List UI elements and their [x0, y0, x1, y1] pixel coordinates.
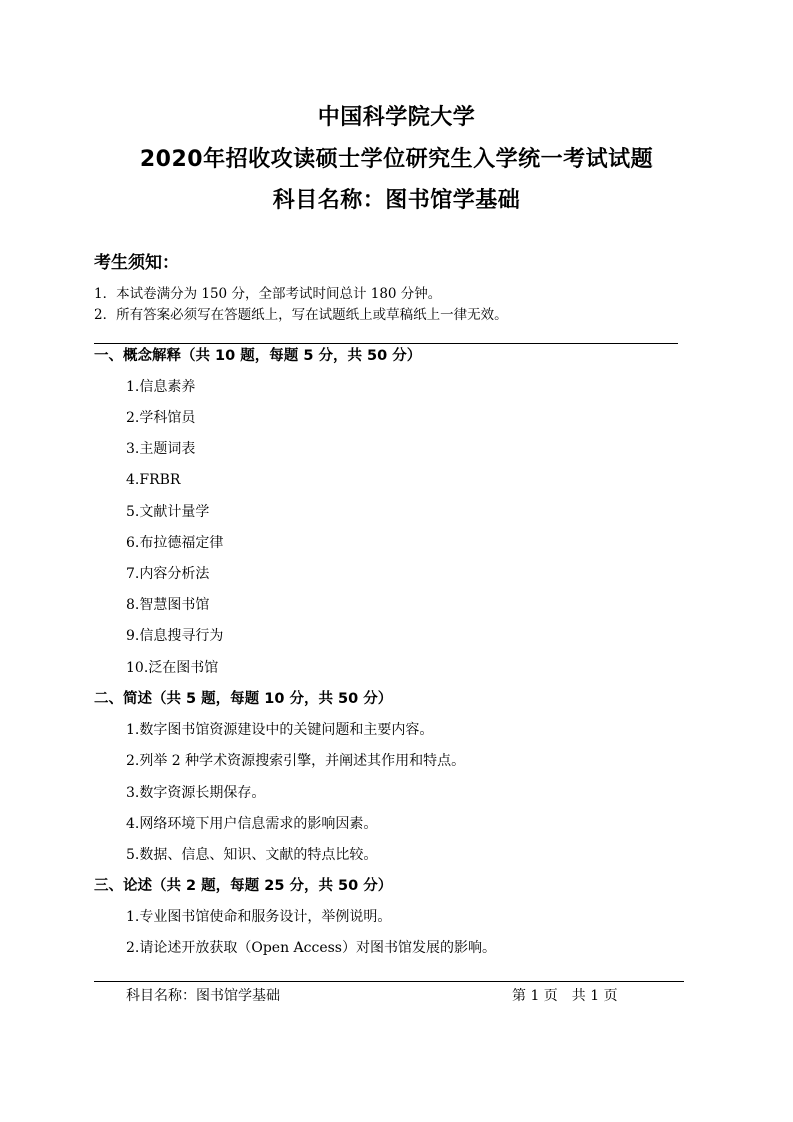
section-heading-essay: 三、论述（共 2 题，每题 25 分，共 50 分）: [94, 878, 393, 894]
question-item: 1.数字图书馆资源建设中的关键问题和主要内容。: [126, 722, 434, 738]
footer-divider: [94, 981, 684, 982]
university-title: 中国科学院大学: [317, 105, 476, 130]
question-item: 2.学科馆员: [126, 410, 196, 426]
section-heading-concepts: 一、概念解释（共 10 题，每题 5 分，共 50 分）: [94, 348, 422, 364]
question-item: 10.泛在图书馆: [126, 660, 219, 676]
footer-subject: 科目名称：图书馆学基础: [126, 988, 280, 1004]
question-item: 3.主题词表: [126, 441, 196, 457]
section-heading-short-answer: 二、简述（共 5 题，每题 10 分，共 50 分）: [94, 691, 393, 707]
question-item: 4.网络环境下用户信息需求的影响因素。: [126, 816, 378, 832]
question-item: 2.列举 2 种学术资源搜索引擎，并阐述其作用和特点。: [126, 753, 466, 769]
notice-item: 1．本试卷满分为 150 分，全部考试时间总计 180 分钟。: [94, 286, 442, 302]
notice-heading: 考生须知：: [94, 253, 179, 273]
question-item: 6.布拉德福定律: [126, 535, 224, 551]
question-item: 1.专业图书馆使命和服务设计，举例说明。: [126, 909, 392, 925]
question-item: 8.智慧图书馆: [126, 597, 210, 613]
question-item: 5.数据、信息、知识、文献的特点比较。: [126, 847, 378, 863]
top-divider: [94, 343, 678, 344]
question-item: 1.信息素养: [126, 379, 196, 395]
question-item: 9.信息搜寻行为: [126, 628, 224, 644]
notice-item: 2．所有答案必须写在答题纸上，写在试题纸上或草稿纸上一律无效。: [94, 307, 508, 323]
question-item: 2.请论述开放获取（Open Access）对图书馆发展的影响。: [126, 940, 496, 956]
question-item: 5.文献计量学: [126, 504, 210, 520]
question-item: 4.FRBR: [126, 472, 181, 488]
question-item: 7.内容分析法: [126, 566, 210, 582]
exam-title: 2020年招收攻读硕士学位研究生入学统一考试试题: [139, 147, 654, 172]
question-item: 3.数字资源长期保存。: [126, 785, 266, 801]
subject-title: 科目名称：图书馆学基础: [272, 188, 521, 213]
footer-page-number: 第 1 页 共 1 页: [512, 988, 618, 1004]
